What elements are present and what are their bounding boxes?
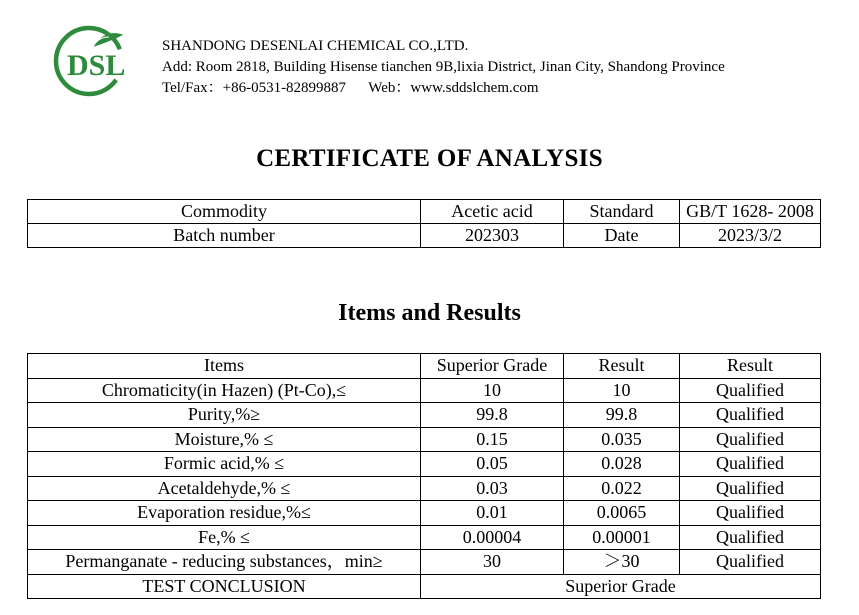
grade-value: 0.00004 <box>421 525 564 550</box>
info-label: Batch number <box>28 224 421 248</box>
column-header: Superior Grade <box>421 354 564 379</box>
company-info <box>162 36 725 99</box>
info-label: Commodity <box>28 200 421 224</box>
result-value: 0.028 <box>564 452 680 477</box>
result-value: 0.00001 <box>564 525 680 550</box>
info-table <box>27 199 821 248</box>
grade-value: 0.01 <box>421 501 564 526</box>
info-value: 2023/3/2 <box>680 224 821 248</box>
result-status: Qualified <box>680 378 821 403</box>
logo-text: DSL <box>67 49 126 82</box>
results-title: Items and Results <box>338 300 521 326</box>
company-name: SHANDONG DESENLAI CHEMICAL CO.,LTD. <box>162 38 469 54</box>
table-row <box>28 378 821 403</box>
company-address: Add: Room 2818, Building Hisense tianchen 9B,lixia District, Jinan City, Shandong Province <box>162 59 725 75</box>
result-status: Qualified <box>680 550 821 575</box>
table-header-row <box>28 354 821 379</box>
result-value: ＞30 <box>564 550 680 575</box>
column-header: Result <box>564 354 680 379</box>
item-name: Moisture,% ≤ <box>28 427 421 452</box>
item-name: Formic acid,% ≤ <box>28 452 421 477</box>
info-label: Date <box>564 224 680 248</box>
table-row <box>28 224 821 248</box>
info-value: GB/T 1628- 2008 <box>680 200 821 224</box>
item-name: Chromaticity(in Hazen) (Pt-Co),≤ <box>28 378 421 403</box>
table-row <box>28 550 821 575</box>
table-row <box>28 452 821 477</box>
grade-value: 30 <box>421 550 564 575</box>
grade-value: 0.05 <box>421 452 564 477</box>
item-name: Purity,%≥ <box>28 403 421 428</box>
grade-value: 10 <box>421 378 564 403</box>
result-value: 0.022 <box>564 476 680 501</box>
conclusion-label: TEST CONCLUSION <box>28 574 421 599</box>
company-logo <box>53 25 153 97</box>
result-status: Qualified <box>680 452 821 477</box>
item-name: Fe,% ≤ <box>28 525 421 550</box>
grade-value: 99.8 <box>421 403 564 428</box>
table-row <box>28 525 821 550</box>
table-row <box>28 200 821 224</box>
table-row <box>28 403 821 428</box>
result-value: 0.0065 <box>564 501 680 526</box>
item-name: Acetaldehyde,% ≤ <box>28 476 421 501</box>
result-status: Qualified <box>680 476 821 501</box>
item-name: Evaporation residue,%≤ <box>28 501 421 526</box>
table-row <box>28 501 821 526</box>
result-status: Qualified <box>680 403 821 428</box>
grade-value: 0.15 <box>421 427 564 452</box>
result-status: Qualified <box>680 427 821 452</box>
info-value: Acetic acid <box>421 200 564 224</box>
result-value: 0.035 <box>564 427 680 452</box>
result-status: Qualified <box>680 525 821 550</box>
page-title: CERTIFICATE OF ANALYSIS <box>256 145 603 172</box>
info-label: Standard <box>564 200 680 224</box>
grade-value: 0.03 <box>421 476 564 501</box>
column-header: Items <box>28 354 421 379</box>
result-value: 10 <box>564 378 680 403</box>
table-row <box>28 427 821 452</box>
company-contact: Tel/Fax：+86-0531-82899887 Web：www.sddslchem.com <box>162 80 539 96</box>
table-row <box>28 476 821 501</box>
result-value: 99.8 <box>564 403 680 428</box>
item-name: Permanganate - reducing substances，min≥ <box>28 550 421 575</box>
conclusion-row <box>28 574 821 599</box>
results-table <box>27 353 821 599</box>
column-header: Result <box>680 354 821 379</box>
conclusion-value: Superior Grade <box>421 574 821 599</box>
info-value: 202303 <box>421 224 564 248</box>
result-status: Qualified <box>680 501 821 526</box>
